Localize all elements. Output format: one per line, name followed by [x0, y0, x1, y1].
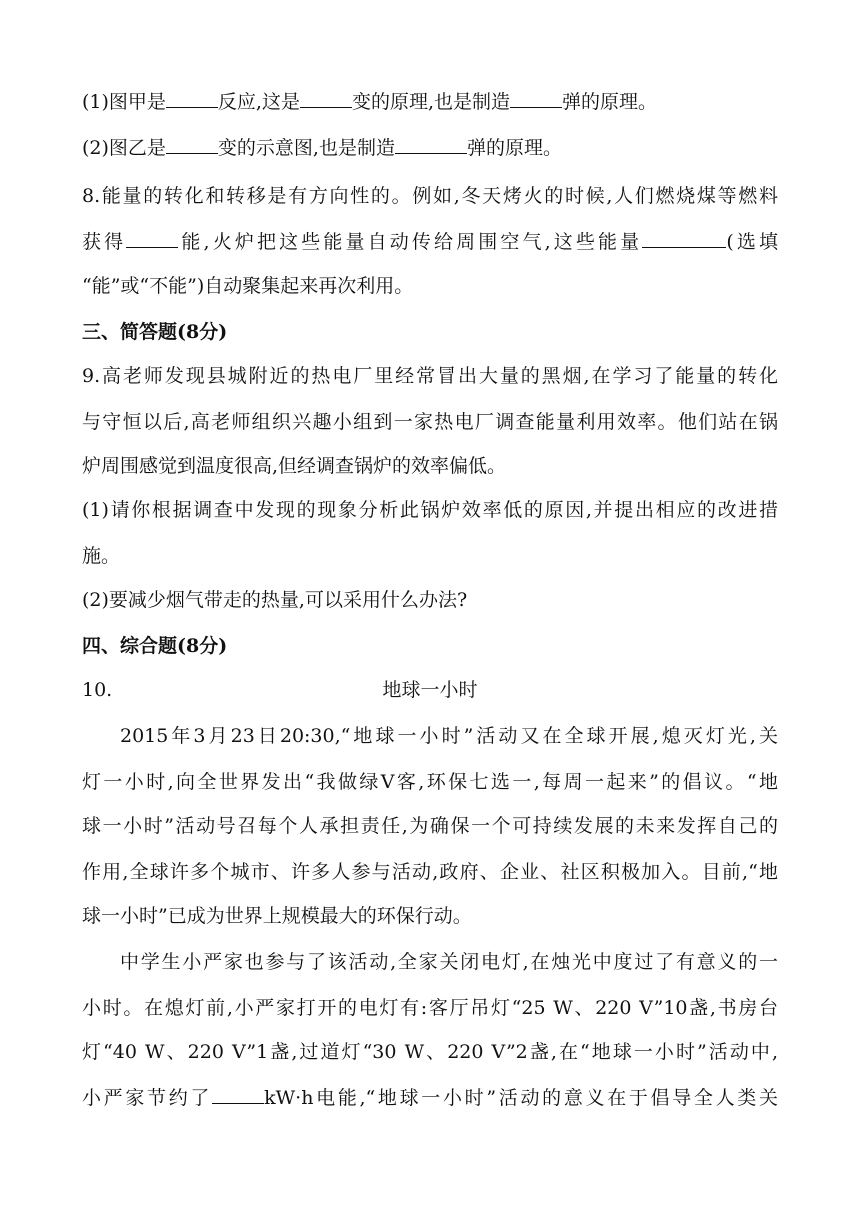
q7-sub2-text-2: 变的示意图,也是制造 — [217, 137, 395, 159]
q9-sub1-line-2: 施。 — [82, 545, 121, 567]
answer-blank[interactable] — [395, 135, 467, 154]
q10-para2-line: 灯“40 W、220 V”1盏,过道灯“30 W、220 V”2盏,在“地球一小时”活动中, — [82, 1041, 778, 1063]
q10-text-2: kW·h电能,“地球一小时”活动的意义在于倡导全人类关 — [264, 1087, 778, 1109]
q10-para2-last-line — [82, 1084, 778, 1112]
q7-sub2 — [82, 134, 778, 162]
q7-sub2-text-1: (2)图乙是 — [82, 137, 166, 159]
q9-line-2: 与守恒以后,高老师组织兴趣小组到一家热电厂调查能量利用效率。他们站在锅 — [82, 411, 778, 433]
q9-sub1-line-1: (1)请你根据调查中发现的现象分析此锅炉效率低的原因,并提出相应的改进措 — [82, 499, 778, 521]
answer-blank[interactable] — [642, 229, 726, 248]
answer-blank[interactable] — [166, 89, 218, 108]
answer-blank[interactable] — [166, 135, 218, 154]
q8-text-1: 获得 — [82, 231, 127, 253]
q7-sub1-text-1: (1)图甲是 — [82, 91, 166, 113]
q8-text-2: 能,火炉把这些能量自动传给周围空气,这些能量 — [178, 231, 643, 253]
q9-line-1: 9.高老师发现县城附近的热电厂里经常冒出大量的黑烟,在学习了能量的转化 — [82, 365, 778, 387]
q10-para1-line: 作用,全球许多个城市、许多人参与活动,政府、企业、社区积极加入。目前,“地 — [82, 861, 778, 883]
q7-sub2-text-3: 弹的原理。 — [466, 137, 562, 159]
q8-text-3: (选填 — [726, 231, 778, 253]
answer-blank[interactable] — [126, 229, 178, 248]
q7-sub1 — [82, 88, 778, 116]
q10-para2-line: 中学生小严家也参与了该活动,全家关闭电灯,在烛光中度过了有意义的一 — [120, 951, 778, 973]
section-4-heading: 四、综合题(8分) — [82, 635, 228, 657]
answer-blank[interactable] — [510, 89, 562, 108]
q10-para1-line: 球一小时”活动号召每个人承担责任,为确保一个可持续发展的未来发挥自己的 — [82, 815, 778, 837]
q9-sub2: (2)要减少烟气带走的热量,可以采用什么办法? — [82, 589, 468, 611]
answer-blank[interactable] — [300, 89, 352, 108]
q7-sub1-text-3: 变的原理,也是制造 — [351, 91, 511, 113]
q10-para2-line: 小时。在熄灯前,小严家打开的电灯有:客厅吊灯“25 W、220 V”10盏,书房台 — [82, 997, 778, 1019]
q8-line-1: 8.能量的转化和转移是有方向性的。例如,冬天烤火的时候,人们燃烧煤等燃料 — [82, 185, 778, 207]
q10-para1-line: 球一小时”已成为世界上规模最大的环保行动。 — [82, 905, 472, 927]
q8-line-3: “能”或“不能”)自动聚集起来再次利用。 — [82, 275, 414, 297]
q7-sub1-text-2: 反应,这是 — [217, 91, 300, 113]
section-3-heading: 三、简答题(8分) — [82, 321, 228, 343]
q10-para1-line: 2015年3月23日20:30,“地球一小时”活动又在全球开展,熄灭灯光,关 — [120, 725, 778, 747]
q9-line-3: 炉周围感觉到温度很高,但经调查锅炉的效率偏低。 — [82, 455, 507, 477]
q10-number: 10. — [82, 679, 113, 701]
q10-para1-line: 灯一小时,向全世界发出“我做绿V客,环保七选一,每周一起来”的倡议。“地 — [82, 771, 778, 793]
q8-line-2 — [82, 228, 778, 256]
q10-text-1: 小严家节约了 — [82, 1087, 213, 1109]
q10-title: 地球一小时 — [382, 679, 478, 701]
q7-sub1-text-4: 弹的原理。 — [562, 91, 658, 113]
answer-blank[interactable] — [212, 1085, 264, 1104]
